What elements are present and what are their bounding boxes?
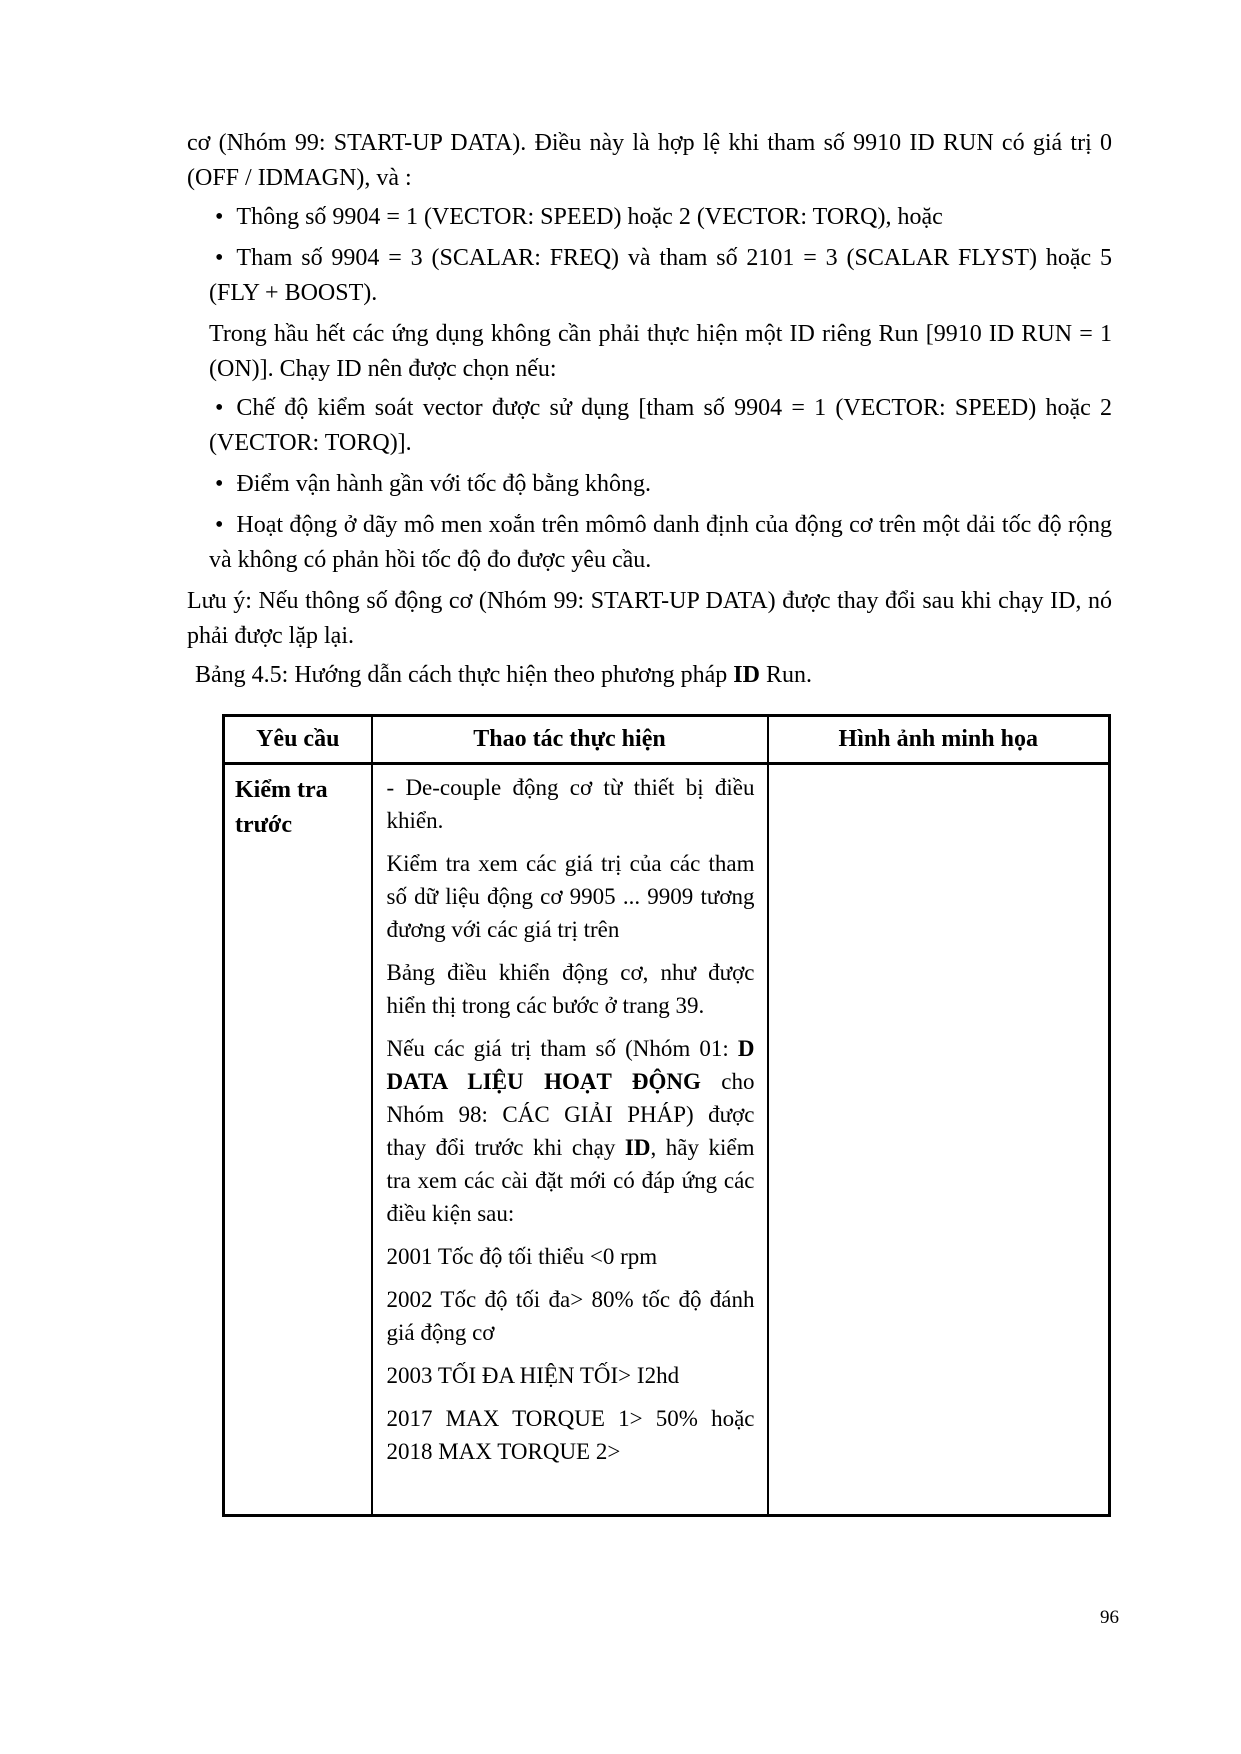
steps-cell xyxy=(372,764,768,1516)
bullet-item-3 xyxy=(187,391,1112,461)
step-control-panel: Bảng điều khiển động cơ, như được hiển thị trong các bước ở trang 39. xyxy=(386,960,755,1018)
step-conditions-mid: cho Nhóm 98: CÁC GIẢI PHÁP) được thay đổi trước khi chạy xyxy=(386,1069,755,1160)
body-text xyxy=(187,126,1112,693)
step-conditions-post: , hãy kiểm tra xem các cài đặt mới có đáp ứng các điều kiện sau: xyxy=(386,1135,755,1226)
illustration-cell xyxy=(768,764,1110,1516)
bullet-item-4 xyxy=(187,467,1112,502)
table-row xyxy=(224,764,1110,1516)
requirement-cell: Kiểm tra trước xyxy=(224,764,372,1516)
step-param-2002: 2002 Tốc độ tối đa> 80% tốc độ đánh giá động cơ xyxy=(386,1287,755,1345)
table-caption-bold: ID xyxy=(733,662,760,688)
step-param-2017: 2017 MAX TORQUE 1> 50% hoặc 2018 MAX TORQUE 2> xyxy=(386,1406,755,1464)
step-conditions-bold-2: ID xyxy=(624,1135,651,1160)
step-conditions-bold-1: D DATA LIỆU HOẠT ĐỘNG xyxy=(386,1036,755,1094)
bullet-text-5: Hoạt động ở dãy mô men xoắn trên mômô danh định của động cơ trên một dải tốc độ rộng và không có phản hồi tốc độ đo được yêu cầu. xyxy=(209,512,1112,573)
bullet-item-5 xyxy=(187,508,1112,578)
paragraph-id-run: Trong hầu hết các ứng dụng không cần phải thực hiện một ID riêng Run [9910 ID RUN = 1 (ON)]. Chạy ID nên được chọn nếu: xyxy=(209,321,1112,382)
step-conditions xyxy=(387,1032,755,1230)
bullet-item-2 xyxy=(187,241,1112,311)
step-param-2003: 2003 TỐI ĐA HIỆN TỐI> I2hd xyxy=(386,1363,680,1388)
bullet-text-1: Thông số 9904 = 1 (VECTOR: SPEED) hoặc 2 (VECTOR: TORQ), hoặc xyxy=(236,204,943,230)
paragraph-intro: cơ (Nhóm 99: START-UP DATA). Điều này là hợp lệ khi tham số 9910 ID RUN có giá trị 0 (OFF / IDMAGN), và : xyxy=(187,130,1112,191)
bullet-text-4: Điểm vận hành gần với tốc độ bằng không. xyxy=(236,471,652,497)
table-caption-suffix: Run. xyxy=(759,662,812,688)
bullet-icon: • xyxy=(215,245,224,271)
bullet-icon: • xyxy=(215,204,224,230)
table-header-requirement: Yêu cầu xyxy=(224,716,372,764)
step-decouple: - De-couple động cơ từ thiết bị điều khiển. xyxy=(386,775,755,833)
bullet-item-1 xyxy=(187,200,1112,235)
bullet-icon: • xyxy=(215,395,224,421)
table-caption-prefix: Bảng 4.5: Hướng dẫn cách thực hiện theo phương pháp xyxy=(195,662,734,688)
bullet-icon: • xyxy=(215,512,224,538)
table-caption xyxy=(187,658,1112,693)
procedure-table xyxy=(222,714,1111,1517)
table-header-row xyxy=(224,716,1110,764)
step-conditions-pre: Nếu các giá trị tham số (Nhóm 01: xyxy=(386,1036,738,1061)
table-header-action: Thao tác thực hiện xyxy=(372,716,768,764)
step-param-2001: 2001 Tốc độ tối thiểu <0 rpm xyxy=(386,1244,658,1269)
table-header-illustration: Hình ảnh minh họa xyxy=(768,716,1110,764)
bullet-icon: • xyxy=(215,471,224,497)
bullet-text-2: Tham số 9904 = 3 (SCALAR: FREQ) và tham số 2101 = 3 (SCALAR FLYST) hoặc 5 (FLY + BOOST). xyxy=(209,245,1112,306)
step-check-values: Kiểm tra xem các giá trị của các tham số dữ liệu động cơ 9905 ... 9909 tương đương với các giá trị trên xyxy=(386,851,755,942)
page-number: 96 xyxy=(1100,1607,1119,1628)
bullet-text-3: Chế độ kiểm soát vector được sử dụng [tham số 9904 = 1 (VECTOR: SPEED) hoặc 2 (VECTOR: TORQ)]. xyxy=(209,395,1112,456)
paragraph-note: Lưu ý: Nếu thông số động cơ (Nhóm 99: START-UP DATA) được thay đổi sau khi chạy ID, nó phải được lặp lại. xyxy=(187,588,1112,649)
